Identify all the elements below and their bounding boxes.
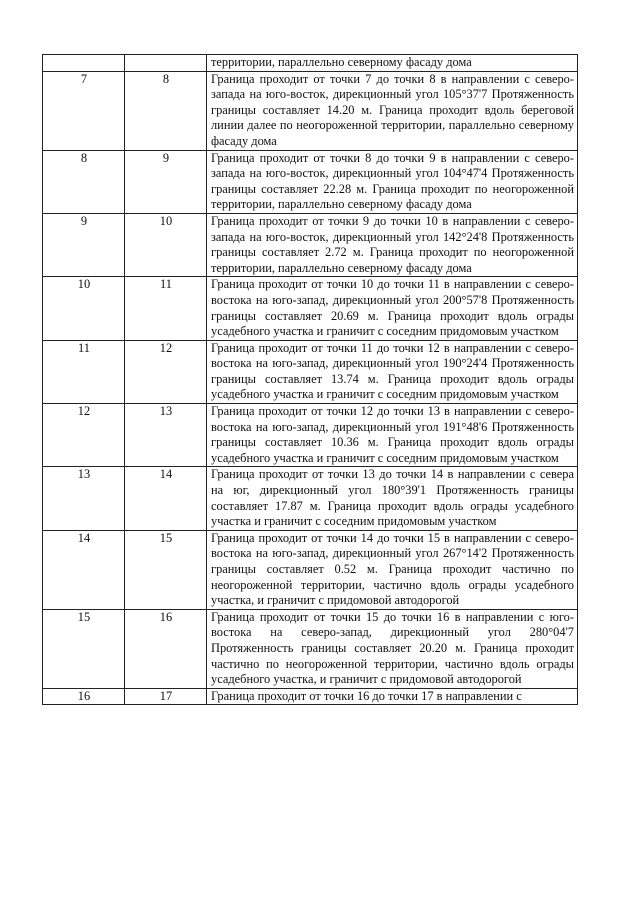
boundary-description-table: [42, 54, 578, 705]
table-row: [43, 609, 578, 688]
boundary-description-cell: Граница проходит от точки 12 до точки 13 в направлении с северо-востока на юго-запад, дирекционный угол 191°48'6 Протяженность границы составляет 10.36 м. Граница проходит вдоль ограды усадебного участка и граничит с соседним придомовым участком: [207, 404, 578, 467]
table-row: [43, 340, 578, 403]
point-from-cell: 14: [43, 530, 125, 609]
boundary-description-cell: Граница проходит от точки 7 до точки 8 в направлении с северо-запада на юго-восток, дирекционный угол 105°37'7 Протяженность границы составляет 14.20 м. Граница проходит вдоль береговой линии далее по неогороженной территории, параллельно северному фасаду дома: [207, 71, 578, 150]
table-row: [43, 688, 578, 705]
point-to-cell: 16: [125, 609, 207, 688]
boundary-description-cell: Граница проходит от точки 14 до точки 15 в направлении с северо-востока на юго-запад, дирекционный угол 267°14'2 Протяженность границы составляет 0.52 м. Граница проходит частично по неогороженной территории, частично вдоль ограды усадебного участка, и граничит с придомовой автодорогой: [207, 530, 578, 609]
table-row: [43, 467, 578, 530]
point-to-cell: 11: [125, 277, 207, 340]
point-from-cell: 13: [43, 467, 125, 530]
boundary-description-cell: Граница проходит от точки 11 до точки 12 в направлении с северо-востока на юго-запад, дирекционный угол 190°24'4 Протяженность границы составляет 13.74 м. Граница проходит вдоль ограды усадебного участка и граничит с соседним придомовым участком: [207, 340, 578, 403]
point-from-cell: 16: [43, 688, 125, 705]
point-from-cell: 10: [43, 277, 125, 340]
boundary-description-cell: Граница проходит от точки 16 до точки 17 в направлении с: [207, 688, 578, 705]
table-row: [43, 404, 578, 467]
point-from-cell: 8: [43, 150, 125, 213]
point-to-cell: 17: [125, 688, 207, 705]
table-row: [43, 530, 578, 609]
point-to-cell: 15: [125, 530, 207, 609]
point-from-cell: 9: [43, 213, 125, 276]
point-from-cell: [43, 55, 125, 72]
point-to-cell: 10: [125, 213, 207, 276]
point-from-cell: 7: [43, 71, 125, 150]
boundary-description-cell: Граница проходит от точки 8 до точки 9 в направлении с северо-запада на юго-восток, дирекционный угол 104°47'4 Протяженность границы составляет 22.28 м. Граница проходит по неогороженной территории, параллельно северному фасаду дома: [207, 150, 578, 213]
table-row: [43, 213, 578, 276]
boundary-description-cell: Граница проходит от точки 10 до точки 11 в направлении с северо-востока на юго-запад, дирекционный угол 200°57'8 Протяженность границы составляет 20.69 м. Граница проходит вдоль ограды усадебного участка и граничит с соседним придомовым участком: [207, 277, 578, 340]
point-to-cell: 13: [125, 404, 207, 467]
point-from-cell: 11: [43, 340, 125, 403]
table-row: [43, 55, 578, 72]
boundary-description-cell: Граница проходит от точки 15 до точки 16 в направлении с юго-востока на северо-запад, дирекционный угол 280°04'7 Протяженность границы составляет 20.20 м. Граница проходит частично по неогороженной территории, частично вдоль ограды усадебного участка, и граничит с придомовой автодорогой: [207, 609, 578, 688]
point-to-cell: 14: [125, 467, 207, 530]
point-to-cell: [125, 55, 207, 72]
boundary-description-cell: Граница проходит от точки 13 до точки 14 в направлении с севера на юг, дирекционный угол 180°39'1 Протяженность границы составляет 17.87 м. Граница проходит вдоль ограды усадебного участка и граничит с соседним придомовым участком: [207, 467, 578, 530]
boundary-description-cell: территории, параллельно северному фасаду дома: [207, 55, 578, 72]
table-row: [43, 71, 578, 150]
point-to-cell: 9: [125, 150, 207, 213]
table-row: [43, 150, 578, 213]
point-to-cell: 12: [125, 340, 207, 403]
point-to-cell: 8: [125, 71, 207, 150]
point-from-cell: 15: [43, 609, 125, 688]
table-row: [43, 277, 578, 340]
point-from-cell: 12: [43, 404, 125, 467]
boundary-description-cell: Граница проходит от точки 9 до точки 10 в направлении с северо-запада на юго-восток, дирекционный угол 142°24'8 Протяженность границы составляет 2.72 м. Граница проходит по неогороженной территории, параллельно северному фасаду дома: [207, 213, 578, 276]
